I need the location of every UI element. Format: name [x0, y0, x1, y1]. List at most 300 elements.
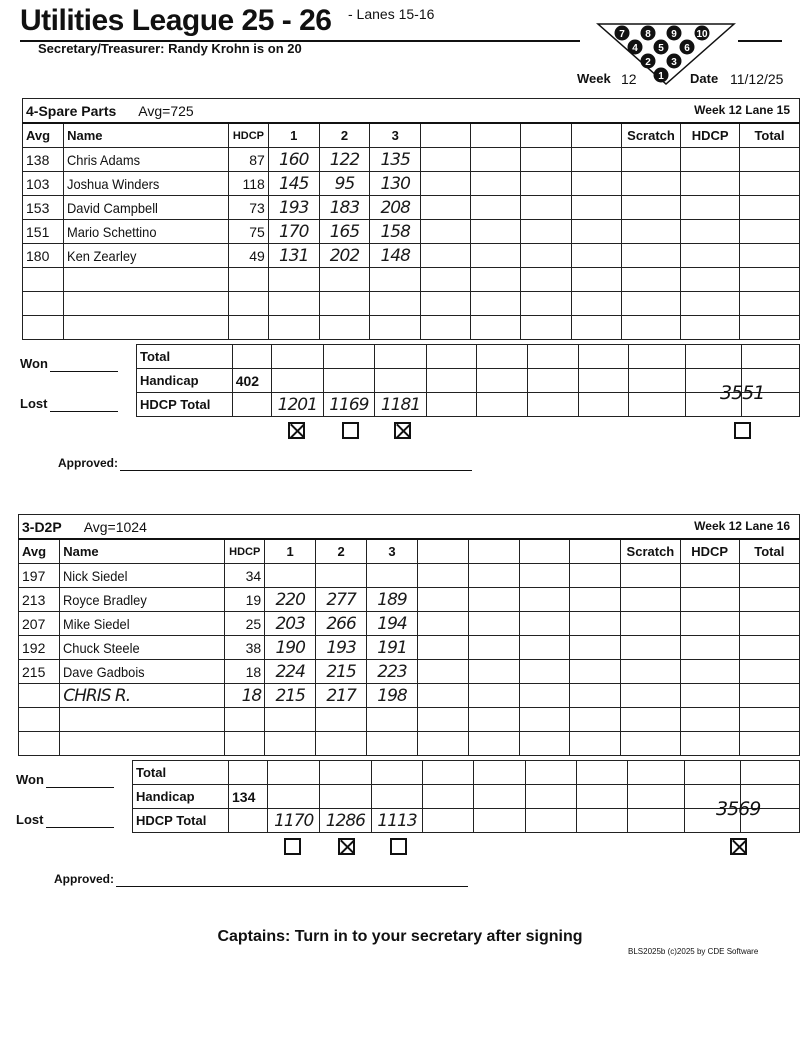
totals-label-hdcp_total: HDCP Total — [133, 809, 229, 833]
empty-cell[interactable] — [468, 684, 519, 708]
empty-cell[interactable] — [521, 172, 571, 196]
bowler-handicap[interactable]: 49 — [229, 244, 269, 268]
empty-cell[interactable] — [521, 244, 571, 268]
empty-cell[interactable] — [417, 660, 468, 684]
empty-cell[interactable] — [621, 148, 681, 172]
lanes-label: - Lanes 15-16 — [348, 6, 435, 22]
bowler-handicap[interactable]: 75 — [229, 220, 269, 244]
bowler-handicap[interactable]: 87 — [229, 148, 269, 172]
empty-cell[interactable] — [468, 660, 519, 684]
column-header-name: Name — [60, 539, 225, 564]
empty-cell[interactable] — [370, 316, 421, 340]
empty-cell[interactable] — [471, 196, 521, 220]
empty-cell[interactable] — [468, 564, 519, 588]
empty-cell[interactable] — [521, 316, 571, 340]
empty-cell[interactable] — [468, 708, 519, 732]
bowler-row — [23, 196, 800, 220]
totals-cell[interactable] — [371, 761, 423, 785]
empty-cell[interactable] — [229, 316, 269, 340]
empty-cell[interactable] — [739, 564, 799, 588]
empty-cell[interactable] — [681, 172, 740, 196]
empty-cell[interactable] — [571, 244, 621, 268]
totals-cell[interactable] — [627, 809, 684, 833]
column-header-g3: 3 — [370, 123, 421, 148]
game-2-score[interactable] — [316, 636, 367, 660]
totals-cell[interactable] — [528, 369, 579, 393]
empty-cell[interactable] — [265, 732, 316, 756]
empty-cell[interactable] — [570, 588, 621, 612]
empty-cell[interactable] — [319, 316, 370, 340]
empty-cell[interactable] — [571, 148, 621, 172]
empty-cell[interactable] — [739, 732, 799, 756]
column-header-avg: Avg — [23, 123, 64, 148]
totals-cell[interactable] — [268, 785, 320, 809]
totals-cell[interactable] — [375, 369, 427, 393]
empty-cell[interactable] — [570, 612, 621, 636]
hdcp-total-game-2[interactable] — [320, 809, 372, 833]
team-name: 3-D2P — [22, 518, 62, 535]
totals-cell[interactable] — [474, 761, 525, 785]
totals-cell[interactable] — [323, 345, 375, 369]
totals-cell[interactable] — [528, 393, 579, 417]
empty-cell[interactable] — [19, 732, 60, 756]
empty-cell[interactable] — [680, 684, 739, 708]
empty-cell[interactable] — [23, 316, 64, 340]
win-checkbox-g2[interactable] — [338, 838, 355, 855]
empty-cell[interactable] — [681, 292, 740, 316]
empty-cell[interactable] — [60, 708, 225, 732]
win-checkbox-g1[interactable] — [284, 838, 301, 855]
totals-cell[interactable] — [528, 345, 579, 369]
empty-cell[interactable] — [471, 148, 521, 172]
empty-cell[interactable] — [468, 636, 519, 660]
empty-cell[interactable] — [521, 268, 571, 292]
empty-cell[interactable] — [471, 268, 521, 292]
empty-cell[interactable] — [621, 172, 681, 196]
empty-cell[interactable] — [64, 268, 229, 292]
team-average: Avg=1024 — [83, 518, 147, 535]
bowler-average[interactable]: 138 — [23, 148, 64, 172]
bowler-name[interactable] — [64, 172, 229, 196]
bowler-name[interactable] — [60, 684, 225, 708]
empty-cell[interactable] — [570, 564, 621, 588]
game-1-score[interactable] — [268, 196, 319, 220]
empty-cell[interactable] — [621, 196, 681, 220]
empty-cell[interactable] — [468, 732, 519, 756]
empty-cell[interactable] — [319, 292, 370, 316]
empty-cell[interactable] — [268, 316, 319, 340]
empty-cell[interactable] — [739, 660, 799, 684]
bowler-name[interactable] — [60, 636, 225, 660]
game-1-score[interactable] — [265, 612, 316, 636]
game-2-score[interactable] — [319, 196, 370, 220]
win-checkbox-g2[interactable] — [342, 422, 359, 439]
game-2-score[interactable] — [316, 684, 367, 708]
empty-cell[interactable] — [23, 292, 64, 316]
empty-cell[interactable] — [225, 708, 265, 732]
empty-cell[interactable] — [417, 732, 468, 756]
game-3-score[interactable] — [370, 196, 421, 220]
bowler-name[interactable] — [64, 220, 229, 244]
team-average: Avg=725 — [138, 102, 194, 119]
totals-cell[interactable] — [525, 809, 576, 833]
empty-cell[interactable] — [468, 588, 519, 612]
bowler-name[interactable] — [60, 612, 225, 636]
team-totals-table — [136, 344, 800, 417]
empty-cell[interactable] — [421, 244, 471, 268]
game-2-score[interactable] — [319, 244, 370, 268]
empty-cell[interactable] — [19, 708, 60, 732]
bowler-row — [23, 268, 800, 292]
game-3-score[interactable] — [367, 636, 418, 660]
bowler-name[interactable] — [60, 564, 225, 588]
totals-cell[interactable] — [629, 369, 685, 393]
win-checkbox-total[interactable] — [734, 422, 751, 439]
empty-cell[interactable] — [680, 588, 739, 612]
empty-cell[interactable] — [417, 684, 468, 708]
empty-cell[interactable] — [739, 220, 799, 244]
game-1-score[interactable] — [265, 636, 316, 660]
empty-cell[interactable] — [681, 220, 740, 244]
empty-cell[interactable] — [621, 612, 681, 636]
totals-cell[interactable] — [629, 345, 685, 369]
empty-cell[interactable] — [621, 292, 681, 316]
approved-signature-line[interactable] — [120, 470, 472, 471]
empty-cell[interactable] — [571, 292, 621, 316]
empty-cell[interactable] — [621, 732, 681, 756]
game-3-score[interactable] — [367, 684, 418, 708]
bowler-average[interactable]: 153 — [23, 196, 64, 220]
totals-cell[interactable] — [323, 369, 375, 393]
game-2-score[interactable] — [316, 660, 367, 684]
empty-cell[interactable] — [570, 660, 621, 684]
game-2-score[interactable] — [319, 220, 370, 244]
bowler-name[interactable] — [64, 196, 229, 220]
lost-line[interactable] — [46, 827, 114, 828]
team-score-table — [18, 514, 800, 756]
empty-cell[interactable] — [519, 636, 570, 660]
totals-cell[interactable] — [741, 761, 800, 785]
empty-cell[interactable] — [367, 708, 418, 732]
lost-line[interactable] — [50, 411, 118, 412]
empty-cell[interactable] — [421, 172, 471, 196]
totals-cell[interactable] — [375, 345, 427, 369]
hdcp-total-text: 1113 — [377, 810, 417, 831]
empty-cell[interactable] — [471, 316, 521, 340]
empty-cell[interactable] — [421, 316, 471, 340]
empty-cell[interactable] — [316, 732, 367, 756]
empty-cell[interactable] — [471, 172, 521, 196]
game-2-score[interactable] — [316, 564, 367, 588]
empty-cell[interactable] — [471, 220, 521, 244]
empty-cell[interactable] — [417, 708, 468, 732]
empty-cell[interactable] — [421, 196, 471, 220]
empty-cell[interactable] — [739, 244, 799, 268]
totals-cell[interactable] — [684, 761, 741, 785]
bowler-name[interactable] — [64, 148, 229, 172]
totals-cell[interactable] — [578, 393, 629, 417]
empty-cell[interactable] — [571, 316, 621, 340]
empty-cell[interactable] — [621, 220, 681, 244]
empty-cell[interactable] — [60, 732, 225, 756]
bowler-average[interactable]: 213 — [19, 588, 60, 612]
game-score-text: 194 — [377, 613, 407, 634]
totals-cell[interactable] — [627, 785, 684, 809]
team-header — [23, 99, 800, 124]
empty-cell[interactable] — [417, 612, 468, 636]
empty-cell[interactable] — [739, 148, 799, 172]
empty-cell[interactable] — [739, 268, 799, 292]
bowler-handicap[interactable]: 34 — [225, 564, 265, 588]
game-2-score[interactable] — [316, 612, 367, 636]
column-header-blank — [570, 539, 621, 564]
empty-cell[interactable] — [570, 636, 621, 660]
totals-cell[interactable] — [741, 345, 799, 369]
empty-cell[interactable] — [621, 660, 681, 684]
game-1-score[interactable] — [265, 684, 316, 708]
bowler-handicap[interactable]: 25 — [225, 612, 265, 636]
bowler-handicap[interactable]: 18 — [225, 660, 265, 684]
empty-cell[interactable] — [680, 612, 739, 636]
win-checkbox-g3[interactable] — [394, 422, 411, 439]
empty-cell[interactable] — [316, 708, 367, 732]
empty-cell[interactable] — [621, 268, 681, 292]
empty-cell[interactable] — [681, 268, 740, 292]
empty-cell[interactable] — [417, 564, 468, 588]
game-2-score[interactable] — [316, 588, 367, 612]
empty-cell[interactable] — [471, 244, 521, 268]
game-score-text: 131 — [278, 245, 309, 266]
empty-cell[interactable] — [519, 660, 570, 684]
empty-cell[interactable] — [417, 588, 468, 612]
totals-cell[interactable] — [474, 785, 525, 809]
empty-cell[interactable] — [521, 196, 571, 220]
bowler-average[interactable]: 197 — [19, 564, 60, 588]
empty-cell[interactable] — [739, 172, 799, 196]
totals-cell[interactable] — [629, 393, 685, 417]
empty-cell[interactable] — [225, 732, 265, 756]
game-1-score[interactable] — [265, 660, 316, 684]
bowler-average[interactable]: 192 — [19, 636, 60, 660]
game-1-score[interactable] — [265, 564, 316, 588]
empty-cell[interactable] — [519, 708, 570, 732]
totals-cell[interactable] — [576, 809, 627, 833]
game-3-score[interactable] — [367, 660, 418, 684]
totals-cell[interactable] — [525, 785, 576, 809]
empty-cell[interactable] — [229, 268, 269, 292]
empty-cell[interactable] — [739, 196, 799, 220]
empty-cell[interactable] — [680, 636, 739, 660]
empty-cell[interactable] — [739, 708, 799, 732]
bowler-name-text: Mario Schettino — [67, 223, 157, 240]
empty-cell[interactable] — [739, 588, 799, 612]
empty-cell[interactable] — [519, 588, 570, 612]
empty-cell[interactable] — [621, 636, 681, 660]
totals-cell[interactable] — [426, 393, 477, 417]
totals-cell[interactable] — [685, 345, 741, 369]
totals-cell[interactable] — [627, 761, 684, 785]
hdcp-total-game-1[interactable] — [272, 393, 324, 417]
empty-cell[interactable] — [681, 316, 740, 340]
empty-cell[interactable] — [417, 636, 468, 660]
bowler-row — [23, 316, 800, 340]
bowler-name-text: CHRIS R. — [63, 685, 131, 706]
empty-cell[interactable] — [571, 268, 621, 292]
totals-cell[interactable] — [477, 345, 528, 369]
empty-cell[interactable] — [681, 148, 740, 172]
bowler-average[interactable]: 151 — [23, 220, 64, 244]
game-1-score[interactable] — [265, 588, 316, 612]
game-2-score[interactable] — [319, 172, 370, 196]
bowler-handicap[interactable]: 38 — [225, 636, 265, 660]
empty-cell[interactable] — [367, 732, 418, 756]
win-checkbox-g1[interactable] — [288, 422, 305, 439]
game-score-text: 95 — [334, 173, 355, 194]
empty-cell[interactable] — [680, 708, 739, 732]
game-1-score[interactable] — [268, 244, 319, 268]
totals-cell[interactable] — [477, 369, 528, 393]
empty-cell[interactable] — [621, 684, 681, 708]
totals-cell[interactable] — [477, 393, 528, 417]
empty-cell[interactable] — [64, 316, 229, 340]
bowler-name[interactable] — [64, 244, 229, 268]
hdcp-total-game-2[interactable] — [323, 393, 375, 417]
totals-cell[interactable] — [320, 761, 372, 785]
totals-cell[interactable] — [578, 369, 629, 393]
empty-cell[interactable] — [621, 316, 681, 340]
empty-cell[interactable] — [421, 148, 471, 172]
game-3-score[interactable] — [367, 588, 418, 612]
game-3-score[interactable] — [367, 612, 418, 636]
win-checkbox-g3[interactable] — [390, 838, 407, 855]
empty-cell[interactable] — [570, 732, 621, 756]
empty-cell[interactable] — [571, 172, 621, 196]
game-1-score[interactable] — [268, 172, 319, 196]
game-score-text: 135 — [380, 149, 410, 170]
game-2-score[interactable] — [319, 148, 370, 172]
bowler-name[interactable] — [60, 588, 225, 612]
empty-cell[interactable] — [680, 732, 739, 756]
empty-cell[interactable] — [319, 268, 370, 292]
game-3-score[interactable] — [367, 564, 418, 588]
column-header-blank — [471, 123, 521, 148]
empty-cell[interactable] — [421, 292, 471, 316]
empty-cell[interactable] — [621, 588, 681, 612]
empty-cell[interactable] — [265, 708, 316, 732]
empty-cell[interactable] — [421, 220, 471, 244]
hdcp-total-game-3[interactable] — [375, 393, 427, 417]
empty-cell[interactable] — [570, 708, 621, 732]
game-1-score[interactable] — [268, 148, 319, 172]
empty-cell[interactable] — [471, 292, 521, 316]
empty-cell[interactable] — [268, 268, 319, 292]
won-line[interactable] — [46, 787, 114, 788]
empty-cell[interactable] — [468, 612, 519, 636]
empty-cell[interactable] — [519, 732, 570, 756]
empty-cell[interactable] — [739, 292, 799, 316]
totals-cell[interactable] — [371, 785, 423, 809]
empty-cell[interactable] — [680, 660, 739, 684]
totals-cell[interactable] — [272, 345, 324, 369]
empty-cell[interactable] — [681, 244, 740, 268]
win-checkbox-total[interactable] — [730, 838, 747, 855]
empty-cell[interactable] — [739, 612, 799, 636]
hdcp-total-game-1[interactable] — [268, 809, 320, 833]
bowler-average[interactable] — [19, 684, 60, 708]
game-3-score[interactable] — [370, 220, 421, 244]
bowler-handicap[interactable]: 118 — [229, 172, 269, 196]
bowler-average[interactable]: 103 — [23, 172, 64, 196]
totals-cell[interactable] — [576, 785, 627, 809]
won-line[interactable] — [50, 371, 118, 372]
game-score-text: 277 — [326, 589, 356, 610]
bowler-handicap[interactable]: 18 — [225, 684, 265, 708]
approved-signature-line[interactable] — [116, 886, 468, 887]
empty-cell[interactable] — [621, 708, 681, 732]
empty-cell[interactable] — [521, 220, 571, 244]
totals-cell[interactable] — [268, 761, 320, 785]
empty-cell[interactable] — [229, 292, 269, 316]
totals-cell[interactable] — [272, 369, 324, 393]
bowler-handicap[interactable]: 73 — [229, 196, 269, 220]
game-3-score[interactable] — [370, 172, 421, 196]
game-1-score[interactable] — [268, 220, 319, 244]
empty-cell[interactable] — [571, 196, 621, 220]
empty-cell[interactable] — [571, 220, 621, 244]
game-3-score[interactable] — [370, 148, 421, 172]
hdcp-total-game-3[interactable] — [371, 809, 423, 833]
empty-cell[interactable] — [370, 268, 421, 292]
totals-cell[interactable] — [578, 345, 629, 369]
bowler-average[interactable]: 207 — [19, 612, 60, 636]
empty-cell[interactable] — [570, 684, 621, 708]
empty-cell[interactable] — [268, 292, 319, 316]
bowler-average[interactable]: 180 — [23, 244, 64, 268]
totals-cell[interactable] — [576, 761, 627, 785]
empty-cell[interactable] — [519, 612, 570, 636]
empty-cell[interactable] — [521, 292, 571, 316]
empty-cell[interactable] — [739, 316, 799, 340]
totals-cell[interactable] — [426, 345, 477, 369]
empty-cell[interactable] — [421, 268, 471, 292]
empty-cell[interactable] — [681, 196, 740, 220]
empty-cell[interactable] — [521, 148, 571, 172]
empty-cell[interactable] — [739, 636, 799, 660]
bowler-handicap[interactable]: 19 — [225, 588, 265, 612]
empty-cell[interactable] — [519, 684, 570, 708]
empty-cell[interactable] — [519, 564, 570, 588]
empty-cell[interactable] — [621, 564, 681, 588]
bowler-average[interactable]: 215 — [19, 660, 60, 684]
totals-cell[interactable] — [474, 809, 525, 833]
totals-cell[interactable] — [320, 785, 372, 809]
bowler-name[interactable] — [60, 660, 225, 684]
lost-label: Lost — [16, 812, 44, 827]
totals-cell[interactable] — [426, 369, 477, 393]
empty-cell[interactable] — [621, 244, 681, 268]
empty-cell[interactable] — [680, 564, 739, 588]
totals-cell[interactable] — [423, 809, 474, 833]
empty-cell[interactable] — [23, 268, 64, 292]
game-3-score[interactable] — [370, 244, 421, 268]
totals-cell[interactable] — [423, 761, 474, 785]
totals-cell[interactable] — [525, 761, 576, 785]
empty-cell[interactable] — [739, 684, 799, 708]
empty-cell[interactable] — [64, 292, 229, 316]
column-header-g3: 3 — [367, 539, 418, 564]
totals-cell[interactable] — [423, 785, 474, 809]
empty-cell[interactable] — [370, 292, 421, 316]
